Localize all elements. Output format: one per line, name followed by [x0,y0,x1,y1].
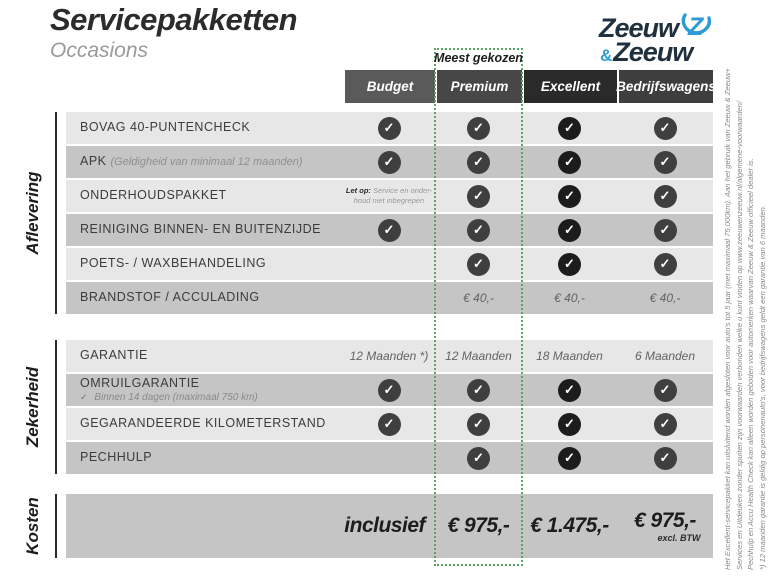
disclaimer-line: Pechhulp en Accu Health Check kan alleen worden geboden voor automerken waarvan Zeeuw & Zeeuw officieel dealer is. [746,158,755,570]
check-icon [467,253,490,276]
table-row-brandstof [66,282,713,314]
z-swoosh-icon [679,9,713,45]
table-row-garantie [66,340,713,372]
price-value: € 40,- [463,291,494,305]
logo-ampersand: & [600,46,613,65]
garantie-value: 18 Maanden [536,349,603,363]
kosten-row [66,494,713,558]
logo-word-1: Zeeuw [599,13,679,43]
check-icon [378,151,401,174]
logo-word-2: Zeeuw [613,37,693,67]
page-title: Servicepakketten [50,2,298,37]
garantie-value: 6 Maanden [634,349,696,363]
column-header-premium: Premium [435,70,522,103]
check-icon [378,379,401,402]
header-spacer [66,70,343,103]
check-icon [654,413,677,436]
check-icon [654,185,677,208]
row-note: (Geldigheid van minimaal 12 maanden) [110,156,303,169]
kosten-budget: inclusief [344,514,425,537]
check-icon [467,117,490,140]
row-label: GEGARANDEERDE KILOMETERSTAND [80,416,326,431]
table-row-onderhoudspakket [66,180,713,212]
column-header-budget: Budget [343,70,435,103]
table-row-omruilgarantie [66,374,713,406]
check-icon [378,413,401,436]
section-label-kosten: Kosten [23,497,42,555]
price-value: € 40,- [554,291,585,305]
column-headers [66,70,716,103]
check-icon [654,117,677,140]
row-label: APK [80,154,107,169]
section-label-zekerheid: Zekerheid [23,366,42,448]
check-icon [654,151,677,174]
garantie-value: 12 Maanden [445,349,512,363]
check-icon [467,413,490,436]
check-icon [467,379,490,402]
check-icon [558,117,581,140]
check-icon [378,219,401,242]
section-divider-line [55,340,57,474]
section-aflevering [66,112,713,316]
row-label: ONDERHOUDSPAKKET [80,188,227,203]
row-label: GARANTIE [80,348,148,363]
check-icon [654,447,677,470]
check-icon [558,447,581,470]
section-divider-line [55,112,57,314]
kosten-bedrijfswagens-sub: excl. BTW [657,533,701,543]
row-subnote: ✓ Binnen 14 dagen (maximaal 750 km) [80,391,258,403]
table-row-poets [66,248,713,280]
check-icon [467,185,490,208]
disclaimer-line: *) 12 maanden garantie is geldig op personenauto's, voor bedrijfswagens geldt een garantie van 6 maanden. [757,205,767,570]
zeeuw-en-zeeuw-logo [599,6,719,66]
page-header [50,2,297,63]
check-icon [558,185,581,208]
garantie-value: 12 Maanden *) [349,349,429,363]
price-value: € 40,- [649,291,681,305]
disclaimer-line: Services en Uitdeuken zonder spuiten zijn voorwaarden verbonden welke u kunt vinden op www.zeeuwenzeeuw.nl/algemene-voorwaarden/ [734,101,744,570]
kosten-premium: € 975,- [447,514,510,537]
row-label: OMRUILGARANTIE [80,376,200,391]
section-zekerheid [66,340,713,476]
check-icon [558,379,581,402]
section-divider-line [55,494,57,558]
page-subtitle: Occasions [50,39,149,62]
small-check-icon: ✓ [80,391,88,402]
check-icon [558,151,581,174]
budget-note: Let op: Service en onder- houd niet inbegrepen [345,186,433,205]
column-header-excellent: Excellent [522,70,617,103]
check-icon [378,117,401,140]
row-label: PECHHULP [80,450,153,465]
row-label: BRANDSTOF / ACCULADING [80,290,260,305]
check-icon [654,219,677,242]
check-icon [467,447,490,470]
kosten-bedrijfswagens: € 975,- [634,509,696,532]
check-icon [558,253,581,276]
disclaimer-text [722,50,768,570]
table-row-kilometerstand [66,408,713,440]
check-icon [558,413,581,436]
row-label: REINIGING BINNEN- EN BUITENZIJDE [80,222,322,237]
svg-text:Z: Z [688,13,704,41]
row-label: BOVAG 40-PUNTENCHECK [80,120,251,135]
table-row-reiniging [66,214,713,246]
table-row-bovag [66,112,713,144]
check-icon [654,253,677,276]
section-label-aflevering: Aflevering [23,171,42,255]
disclaimer-line: Het Excellent-servicepakket kan uitsluitend worden afgesloten voor auto's tot 5 jaar (met maximaal 75.000km). Aan het gebruik van Zeeuw & Zeeuw+ [723,68,732,570]
kosten-excellent: € 1.475,- [530,514,609,537]
column-header-bedrijfswagens: Bedrijfswagens [617,70,713,103]
row-label: POETS- / WAXBEHANDELING [80,256,267,271]
most-chosen-badge: Meest gekozen [434,51,523,65]
check-icon [558,219,581,242]
table-row-pechhulp [66,442,713,474]
table-row-apk [66,146,713,178]
check-icon [467,219,490,242]
check-icon [654,379,677,402]
check-icon [467,151,490,174]
